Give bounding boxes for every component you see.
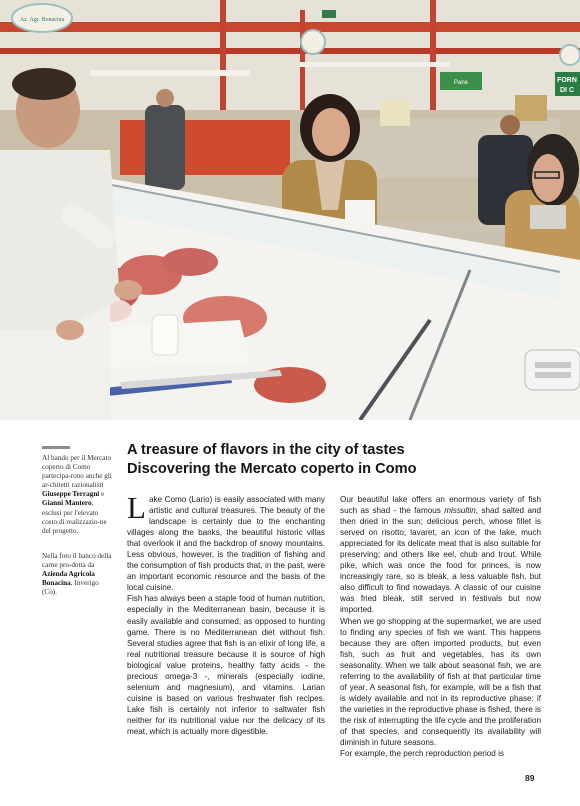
caption-text: , esclusi per l'elevato costo di realizzazio-ne del progetto. xyxy=(42,499,107,535)
sign-left: Az. Agr. Bonacina xyxy=(19,17,65,23)
paragraph-text: Our beautiful lake offers an enormous variety of fish such as shad - the famous xyxy=(340,495,541,516)
drop-cap: L xyxy=(127,490,146,525)
caption-rule xyxy=(42,446,70,449)
caption-name-mantero: Gianni Mantero xyxy=(42,499,92,508)
body-column-right xyxy=(340,494,541,759)
sign-mid: Pane xyxy=(453,80,469,86)
paragraph-text: ake Como (Lario) is easily associated with many artistic and cultural treasures. The beauty of the landscape is certainly due to the enchanting villages along the banks, the beautiful historic villas that overlook it and the backdrop of snowy mountains. Less obvious, however, is the tradition of fishing and the consumption of fish products that, in the past, were an important economic resource and the basis of the local cuisine. xyxy=(127,495,325,593)
body-paragraph: When we go shopping at the supermarket, we are used to finding any species of fish we want. This happens because they are often imported products, but even fish, such as fruit and vegetables, has its own seasonality. When we talk about seasonal fish, we are referring to the availability of fish at that particular time of year. A seasonal fish, for example, will be a fish that is widely available and not in its reproductive phase: if the varieties in the reproductive phase is fished, there is the risk of interrupting the life cycle and the proliferation of that species, and consequently its availability will diminish in future seasons. xyxy=(340,616,541,748)
article-subtitle: Discovering the Mercato coperto in Como xyxy=(127,461,417,477)
caption-text: , Inverigo (Co). xyxy=(42,579,99,597)
italic-term: missultin xyxy=(444,506,476,516)
sign-right-top: FORN xyxy=(557,77,577,84)
article-title: A treasure of flavors in the city of tastes xyxy=(127,442,405,458)
body-paragraph: Fish has always been a staple food of human nutrition, especially in the Mediterranean basin, because it is easily available and consumed, as opposed to hunting game. There is no Mediterranean diet without fish. Several studies agree that fish is an elixir of long life, a real nutritional treasure because it is source of high biological value proteins, healthy fatty acids - the precious omega-3 -, minerals (especially iodine, selenium and magnesium), and vitamins. Larian cuisine is based on various freshwater fish recipes. Lake fish is certainly not inferior to saltwater fish neither for its nutritional value nor the delicacy of its meat, which is actually more digestible. xyxy=(127,594,325,736)
caption-text: Nella foto il banco della carne pro-dotta da xyxy=(42,552,112,570)
sign-right-bottom: DI C xyxy=(560,87,574,94)
body-paragraph: For example, the perch reproduction period is xyxy=(340,749,504,759)
paragraph-text: , shad salted and then dried in the sun; delicious perch, whose fillet is served on risotto; lavaret, an icon of the lake, much appreciated for its delicate meat that is also suitable for preserving; and others like eel, chub and trout. While pike, which was once the food for princes, is now increasingly rare, so is bleak, a less valuable fish, but also difficult to find nowadays. A classic of our cuisine was fried bleak, still served in festivals but now imported. xyxy=(340,506,541,615)
caption-text: e xyxy=(99,490,105,499)
page-number: 89 xyxy=(525,773,535,783)
body-column-left xyxy=(127,490,325,737)
caption-name-terragni: Giuseppe Terragni xyxy=(42,490,100,499)
caption-name-bonacina: Azienda Agricola Bonacina xyxy=(42,570,95,588)
caption-architects xyxy=(42,454,114,536)
caption-photo xyxy=(42,552,114,597)
body-paragraph xyxy=(340,494,541,616)
caption-text: Al bando per il Mercato coperto di Como partecipa-rono anche gli ar-chitetti razionalisti xyxy=(42,454,112,490)
body-paragraph xyxy=(127,490,325,593)
